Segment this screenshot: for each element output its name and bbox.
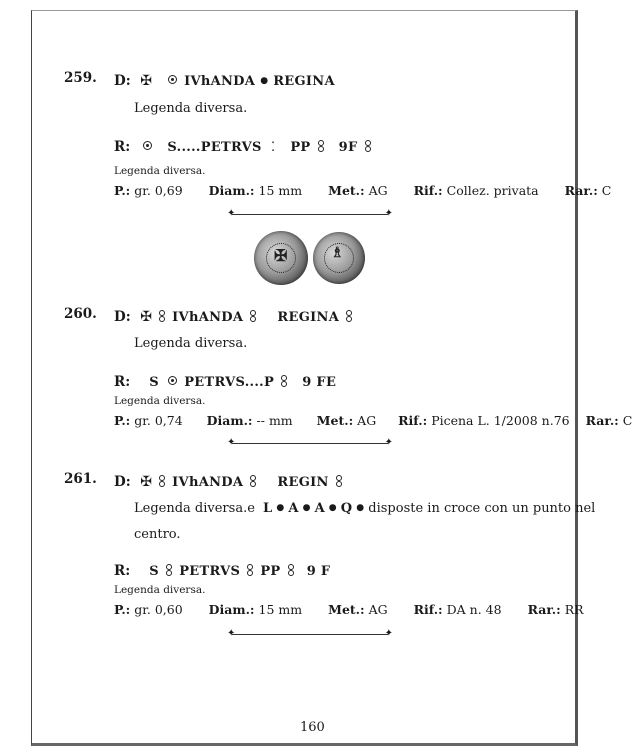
section-divider (227, 208, 393, 219)
info-line (114, 413, 632, 428)
ring-dot-icon (143, 141, 152, 150)
reverse-legend-c: 9 FE (302, 375, 337, 390)
obverse-line (114, 471, 344, 490)
coin-obverse-image (254, 231, 308, 285)
reverse-legend-a: S (149, 375, 159, 390)
weight-value: gr. 0,74 (134, 413, 183, 428)
rarity-value: C (622, 413, 632, 428)
reverse-legend-a: S.....PETRVS (167, 140, 262, 155)
divider-end-icon: ✦ (384, 208, 393, 219)
reverse-line (114, 136, 373, 155)
double-annulet-icon (159, 475, 165, 487)
reference-label: Rif.: (413, 602, 443, 617)
dot-separator-icon: ● (276, 503, 285, 513)
reverse-label: R: (114, 563, 131, 579)
legend-note-end: centro. (134, 527, 181, 542)
double-annulet-icon (288, 564, 294, 576)
weight-label: P.: (114, 183, 131, 198)
rarity-value: RR (564, 602, 584, 617)
letter-a: A (288, 501, 299, 516)
info-line (114, 602, 584, 617)
divider-end-icon: ✦ (384, 437, 393, 448)
divider-end-icon: ✦ (227, 628, 236, 639)
reverse-legend-c: 9F (338, 140, 358, 155)
weight-label: P.: (114, 413, 131, 428)
entry-number: 261. (64, 471, 97, 487)
entry-number: 260. (64, 306, 97, 322)
reference-label: Rif.: (398, 413, 428, 428)
rarity-value: C (601, 183, 612, 198)
reverse-legend-b: PETRVS....P (184, 375, 275, 390)
dot-separator-icon: ● (356, 503, 365, 513)
section-divider (227, 628, 393, 639)
metal-label: Met.: (328, 602, 365, 617)
reverse-line (114, 560, 330, 579)
reference-value: Collez. privata (446, 183, 539, 198)
metal-label: Met.: (316, 413, 354, 428)
obverse-label: D: (114, 474, 131, 490)
ring-icon (168, 376, 177, 385)
letter-l: L (263, 501, 273, 516)
double-annulet-icon (247, 564, 253, 576)
divider-end-icon: ✦ (227, 437, 236, 448)
rarity-label: Rar.: (527, 602, 561, 617)
legend-note: Legenda diversa. (114, 165, 206, 177)
obverse-legend-main: IVhANDA (172, 475, 244, 490)
reference-label: Rif.: (413, 183, 443, 198)
diameter-label: Diam.: (208, 183, 255, 198)
weight-value: gr. 0,69 (134, 183, 183, 198)
obverse-label: D: (114, 73, 131, 89)
diameter-value: 15 mm (258, 183, 303, 198)
colon-separator-icon: ⁚ (266, 140, 280, 155)
reverse-label: R: (114, 374, 131, 390)
reference-value: Picena L. 1/2008 n.76 (431, 413, 570, 428)
double-annulet-icon (159, 310, 165, 322)
metal-label: Met.: (328, 183, 365, 198)
reference-value: DA n. 48 (446, 602, 502, 617)
obverse-line (114, 306, 354, 325)
diameter-label: Diam.: (208, 602, 255, 617)
obverse-legend-main: IVhANDA (184, 74, 256, 89)
obverse-legend-end: REGINA (277, 310, 340, 325)
obverse-label: D: (114, 309, 131, 325)
obverse-line (114, 70, 335, 89)
weight-value: gr. 0,60 (134, 602, 183, 617)
reverse-label: R: (114, 139, 131, 155)
obverse-legend-end: REGIN (277, 475, 329, 490)
legend-note-middle: disposte in croce con un punto nel (368, 501, 596, 516)
double-annulet-icon (365, 140, 371, 152)
double-annulet-icon (318, 140, 324, 152)
cross-pattee-icon: ✠ (135, 73, 161, 89)
metal-value: AG (368, 183, 388, 198)
legend-note: Legenda diversa. (114, 395, 206, 407)
metal-value: AG (368, 602, 388, 617)
reverse-legend-b: PP (290, 140, 311, 155)
legend-note: Legenda diversa. (114, 584, 206, 596)
coin-cross-icon: ✠ (274, 246, 288, 265)
divider-end-icon: ✦ (384, 628, 393, 639)
double-annulet-icon (166, 564, 172, 576)
dot-separator-icon: ● (302, 503, 311, 513)
double-annulet-icon (336, 475, 342, 487)
info-line (114, 183, 611, 198)
letter-q: Q (340, 501, 353, 516)
cross-pattee-icon: ✠ (135, 474, 152, 490)
legend-note: Legenda diversa. (134, 101, 248, 116)
cross-pattee-icon: ✠ (135, 309, 152, 325)
entry-number: 259. (64, 70, 97, 86)
reverse-legend-d: 9 F (306, 564, 331, 579)
dot-separator-icon: ● (260, 76, 269, 86)
rarity-label: Rar.: (564, 183, 598, 198)
reverse-legend-c: PP (260, 564, 281, 579)
legend-note (134, 501, 596, 516)
coin-reverse-image (313, 232, 365, 284)
reverse-line (114, 371, 336, 390)
reverse-legend-a: S (149, 564, 159, 579)
obverse-legend-end: REGINA (273, 74, 335, 89)
page-number: 160 (300, 720, 325, 735)
ring-dot-icon (168, 75, 177, 84)
diameter-label: Diam.: (206, 413, 253, 428)
letter-a: A (314, 501, 325, 516)
reverse-legend-b: PETRVS (179, 564, 241, 579)
divider-end-icon: ✦ (227, 208, 236, 219)
double-annulet-icon (346, 310, 352, 322)
diameter-value: -- mm (256, 413, 293, 428)
section-divider (227, 437, 393, 448)
legend-note-start: Legenda diversa.e (134, 501, 255, 516)
diameter-value: 15 mm (258, 602, 303, 617)
coin-figure-icon: ♗ (331, 245, 344, 261)
double-annulet-icon (281, 375, 287, 387)
metal-value: AG (357, 413, 377, 428)
legend-note: Legenda diversa. (134, 336, 248, 351)
double-annulet-icon (250, 475, 256, 487)
rarity-label: Rar.: (585, 413, 619, 428)
dot-separator-icon: ● (328, 503, 337, 513)
double-annulet-icon (250, 310, 256, 322)
obverse-legend-main: IVhANDA (172, 310, 244, 325)
weight-label: P.: (114, 602, 131, 617)
